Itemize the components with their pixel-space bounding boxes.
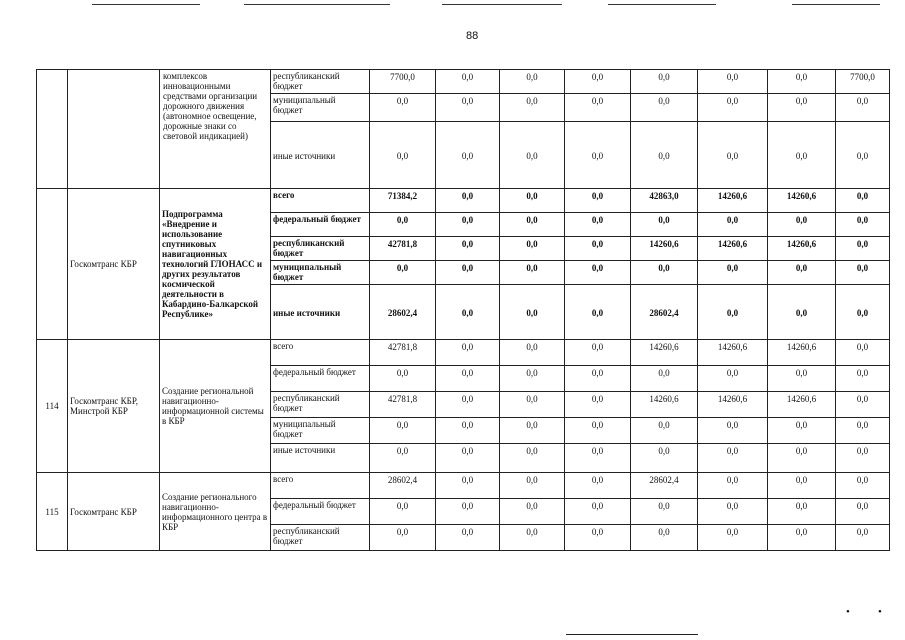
value-cell: 0,0	[768, 261, 836, 285]
header-rule	[244, 4, 390, 5]
value-cell: 0,0	[565, 213, 631, 237]
value-cell: 0,0	[565, 237, 631, 261]
measure-description: Создание региональной навигационно-информационной системы в КБР	[160, 340, 271, 473]
table-row	[37, 473, 890, 499]
value-cell: 0,0	[836, 213, 890, 237]
value-cell: 0,0	[565, 444, 631, 473]
value-cell: 0,0	[436, 473, 500, 499]
value-cell: 0,0	[565, 525, 631, 551]
value-cell: 0,0	[631, 213, 698, 237]
value-cell: 14260,6	[698, 392, 768, 418]
value-cell: 28602,4	[370, 285, 436, 340]
funding-source: всего	[271, 473, 370, 499]
value-cell: 0,0	[836, 122, 890, 189]
value-cell: 0,0	[836, 285, 890, 340]
value-cell: 0,0	[370, 499, 436, 525]
funding-source: федеральный бюджет	[271, 499, 370, 525]
value-cell: 0,0	[698, 122, 768, 189]
value-cell: 0,0	[565, 261, 631, 285]
value-cell: 0,0	[436, 392, 500, 418]
value-cell: 0,0	[836, 418, 890, 444]
value-cell: 0,0	[500, 122, 565, 189]
value-cell: 0,0	[370, 122, 436, 189]
value-cell: 14260,6	[631, 392, 698, 418]
value-cell: 0,0	[436, 237, 500, 261]
value-cell: 0,0	[436, 525, 500, 551]
value-cell: 0,0	[565, 418, 631, 444]
value-cell: 0,0	[836, 444, 890, 473]
value-cell: 14260,6	[768, 237, 836, 261]
funding-source: республиканский бюджет	[271, 525, 370, 551]
measure-description: Создание регионального навигационно-информационного центра в КБР	[160, 473, 271, 551]
value-cell: 0,0	[836, 189, 890, 213]
value-cell: 0,0	[500, 70, 565, 94]
value-cell: 0,0	[768, 473, 836, 499]
value-cell: 0,0	[768, 213, 836, 237]
value-cell: 0,0	[370, 418, 436, 444]
value-cell: 0,0	[500, 499, 565, 525]
value-cell: 0,0	[370, 213, 436, 237]
value-cell: 0,0	[436, 213, 500, 237]
value-cell: 0,0	[768, 70, 836, 94]
value-cell: 0,0	[500, 444, 565, 473]
value-cell: 0,0	[565, 340, 631, 366]
value-cell: 0,0	[370, 366, 436, 392]
value-cell: 0,0	[436, 418, 500, 444]
value-cell: 0,0	[631, 70, 698, 94]
value-cell: 14260,6	[698, 340, 768, 366]
funding-source: иные источники	[271, 285, 370, 340]
table-row	[37, 70, 890, 94]
row-number	[37, 189, 68, 340]
value-cell: 0,0	[500, 261, 565, 285]
value-cell: 0,0	[370, 261, 436, 285]
value-cell: 14260,6	[768, 340, 836, 366]
value-cell: 0,0	[500, 473, 565, 499]
value-cell: 42781,8	[370, 237, 436, 261]
value-cell: 0,0	[631, 444, 698, 473]
value-cell: 0,0	[836, 366, 890, 392]
funding-source: иные источники	[271, 444, 370, 473]
value-cell: 0,0	[436, 189, 500, 213]
value-cell: 14260,6	[631, 237, 698, 261]
value-cell: 0,0	[500, 189, 565, 213]
value-cell: 0,0	[436, 366, 500, 392]
value-cell: 0,0	[500, 285, 565, 340]
value-cell: 42781,8	[370, 392, 436, 418]
value-cell: 0,0	[698, 94, 768, 122]
value-cell: 0,0	[698, 473, 768, 499]
value-cell: 0,0	[768, 94, 836, 122]
value-cell: 0,0	[836, 261, 890, 285]
value-cell: 0,0	[500, 366, 565, 392]
value-cell: 28602,4	[631, 285, 698, 340]
value-cell: 0,0	[768, 366, 836, 392]
value-cell: 28602,4	[370, 473, 436, 499]
value-cell: 0,0	[436, 444, 500, 473]
value-cell: 42863,0	[631, 189, 698, 213]
row-number: 114	[37, 340, 68, 473]
value-cell: 0,0	[565, 122, 631, 189]
value-cell: 0,0	[565, 189, 631, 213]
value-cell: 0,0	[768, 122, 836, 189]
value-cell: 0,0	[698, 366, 768, 392]
executor-cell: Госкомтранс КБР	[68, 189, 160, 340]
funding-source: муниципальный бюджет	[271, 94, 370, 122]
footer-rule	[566, 634, 698, 635]
value-cell: 14260,6	[698, 189, 768, 213]
funding-source: республиканский бюджет	[271, 392, 370, 418]
table-row	[37, 189, 890, 213]
value-cell: 0,0	[436, 94, 500, 122]
value-cell: 0,0	[698, 261, 768, 285]
value-cell: 0,0	[436, 70, 500, 94]
value-cell: 0,0	[768, 444, 836, 473]
value-cell: 28602,4	[631, 473, 698, 499]
value-cell: 0,0	[768, 525, 836, 551]
value-cell: 14260,6	[768, 392, 836, 418]
value-cell: 0,0	[698, 499, 768, 525]
value-cell: 0,0	[436, 261, 500, 285]
header-rule	[792, 4, 880, 5]
value-cell: 0,0	[500, 94, 565, 122]
header-rule	[442, 4, 562, 5]
value-cell: 0,0	[436, 340, 500, 366]
value-cell: 0,0	[836, 525, 890, 551]
row-number	[37, 70, 68, 189]
value-cell: 0,0	[565, 366, 631, 392]
value-cell: 0,0	[565, 70, 631, 94]
value-cell: 71384,2	[370, 189, 436, 213]
value-cell: 0,0	[370, 525, 436, 551]
value-cell: 0,0	[631, 261, 698, 285]
value-cell: 14260,6	[768, 189, 836, 213]
value-cell: 0,0	[698, 444, 768, 473]
scan-mark: •	[878, 606, 882, 618]
value-cell: 0,0	[370, 444, 436, 473]
value-cell: 0,0	[565, 94, 631, 122]
value-cell: 7700,0	[370, 70, 436, 94]
value-cell: 0,0	[631, 499, 698, 525]
funding-source: федеральный бюджет	[271, 366, 370, 392]
value-cell: 0,0	[631, 122, 698, 189]
measure-description: Подпрограмма «Внедрение и использование спутниковых навигационных технологий ГЛОНАСС и других результатов космической деятельности в Кабардино-Балкарской Республике»	[160, 189, 271, 340]
value-cell: 0,0	[500, 525, 565, 551]
value-cell: 0,0	[500, 340, 565, 366]
value-cell: 0,0	[836, 392, 890, 418]
table-row	[37, 340, 890, 366]
value-cell: 0,0	[500, 213, 565, 237]
value-cell: 14260,6	[698, 237, 768, 261]
funding-source: муниципальный бюджет	[271, 261, 370, 285]
value-cell: 0,0	[836, 499, 890, 525]
executor-cell	[68, 70, 160, 189]
value-cell: 0,0	[836, 237, 890, 261]
value-cell: 0,0	[698, 418, 768, 444]
header-rule	[608, 4, 716, 5]
value-cell: 0,0	[836, 473, 890, 499]
value-cell: 0,0	[631, 94, 698, 122]
budget-table	[36, 69, 890, 551]
value-cell: 0,0	[370, 94, 436, 122]
value-cell: 0,0	[631, 418, 698, 444]
funding-source: всего	[271, 189, 370, 213]
value-cell: 0,0	[500, 237, 565, 261]
funding-source: иные источники	[271, 122, 370, 189]
value-cell: 0,0	[565, 285, 631, 340]
header-rule	[92, 4, 200, 5]
value-cell: 0,0	[436, 499, 500, 525]
value-cell: 0,0	[500, 392, 565, 418]
value-cell: 0,0	[698, 525, 768, 551]
value-cell: 0,0	[565, 392, 631, 418]
funding-source: республиканский бюджет	[271, 70, 370, 94]
row-number: 115	[37, 473, 68, 551]
executor-cell: Госкомтранс КБР	[68, 473, 160, 551]
value-cell: 0,0	[436, 285, 500, 340]
value-cell: 0,0	[565, 473, 631, 499]
value-cell: 0,0	[768, 499, 836, 525]
value-cell: 0,0	[698, 213, 768, 237]
value-cell: 7700,0	[836, 70, 890, 94]
value-cell: 0,0	[836, 94, 890, 122]
funding-source: федеральный бюджет	[271, 213, 370, 237]
value-cell: 0,0	[768, 285, 836, 340]
value-cell: 0,0	[631, 366, 698, 392]
page-number: 88	[466, 30, 479, 42]
funding-source: всего	[271, 340, 370, 366]
executor-cell: Госкомтранс КБР, Минстрой КБР	[68, 340, 160, 473]
value-cell: 0,0	[565, 499, 631, 525]
value-cell: 0,0	[836, 340, 890, 366]
value-cell: 42781,8	[370, 340, 436, 366]
value-cell: 14260,6	[631, 340, 698, 366]
measure-description: комплексов инновационными средствами организации дорожного движения (автономное освещение, дорожные знаки со световой индикацией)	[160, 70, 271, 189]
table-body	[37, 70, 890, 551]
value-cell: 0,0	[698, 70, 768, 94]
scan-mark: •	[846, 606, 850, 618]
value-cell: 0,0	[436, 122, 500, 189]
value-cell: 0,0	[500, 418, 565, 444]
funding-source: муниципальный бюджет	[271, 418, 370, 444]
value-cell: 0,0	[631, 525, 698, 551]
value-cell: 0,0	[768, 418, 836, 444]
funding-source: республиканский бюджет	[271, 237, 370, 261]
value-cell: 0,0	[698, 285, 768, 340]
